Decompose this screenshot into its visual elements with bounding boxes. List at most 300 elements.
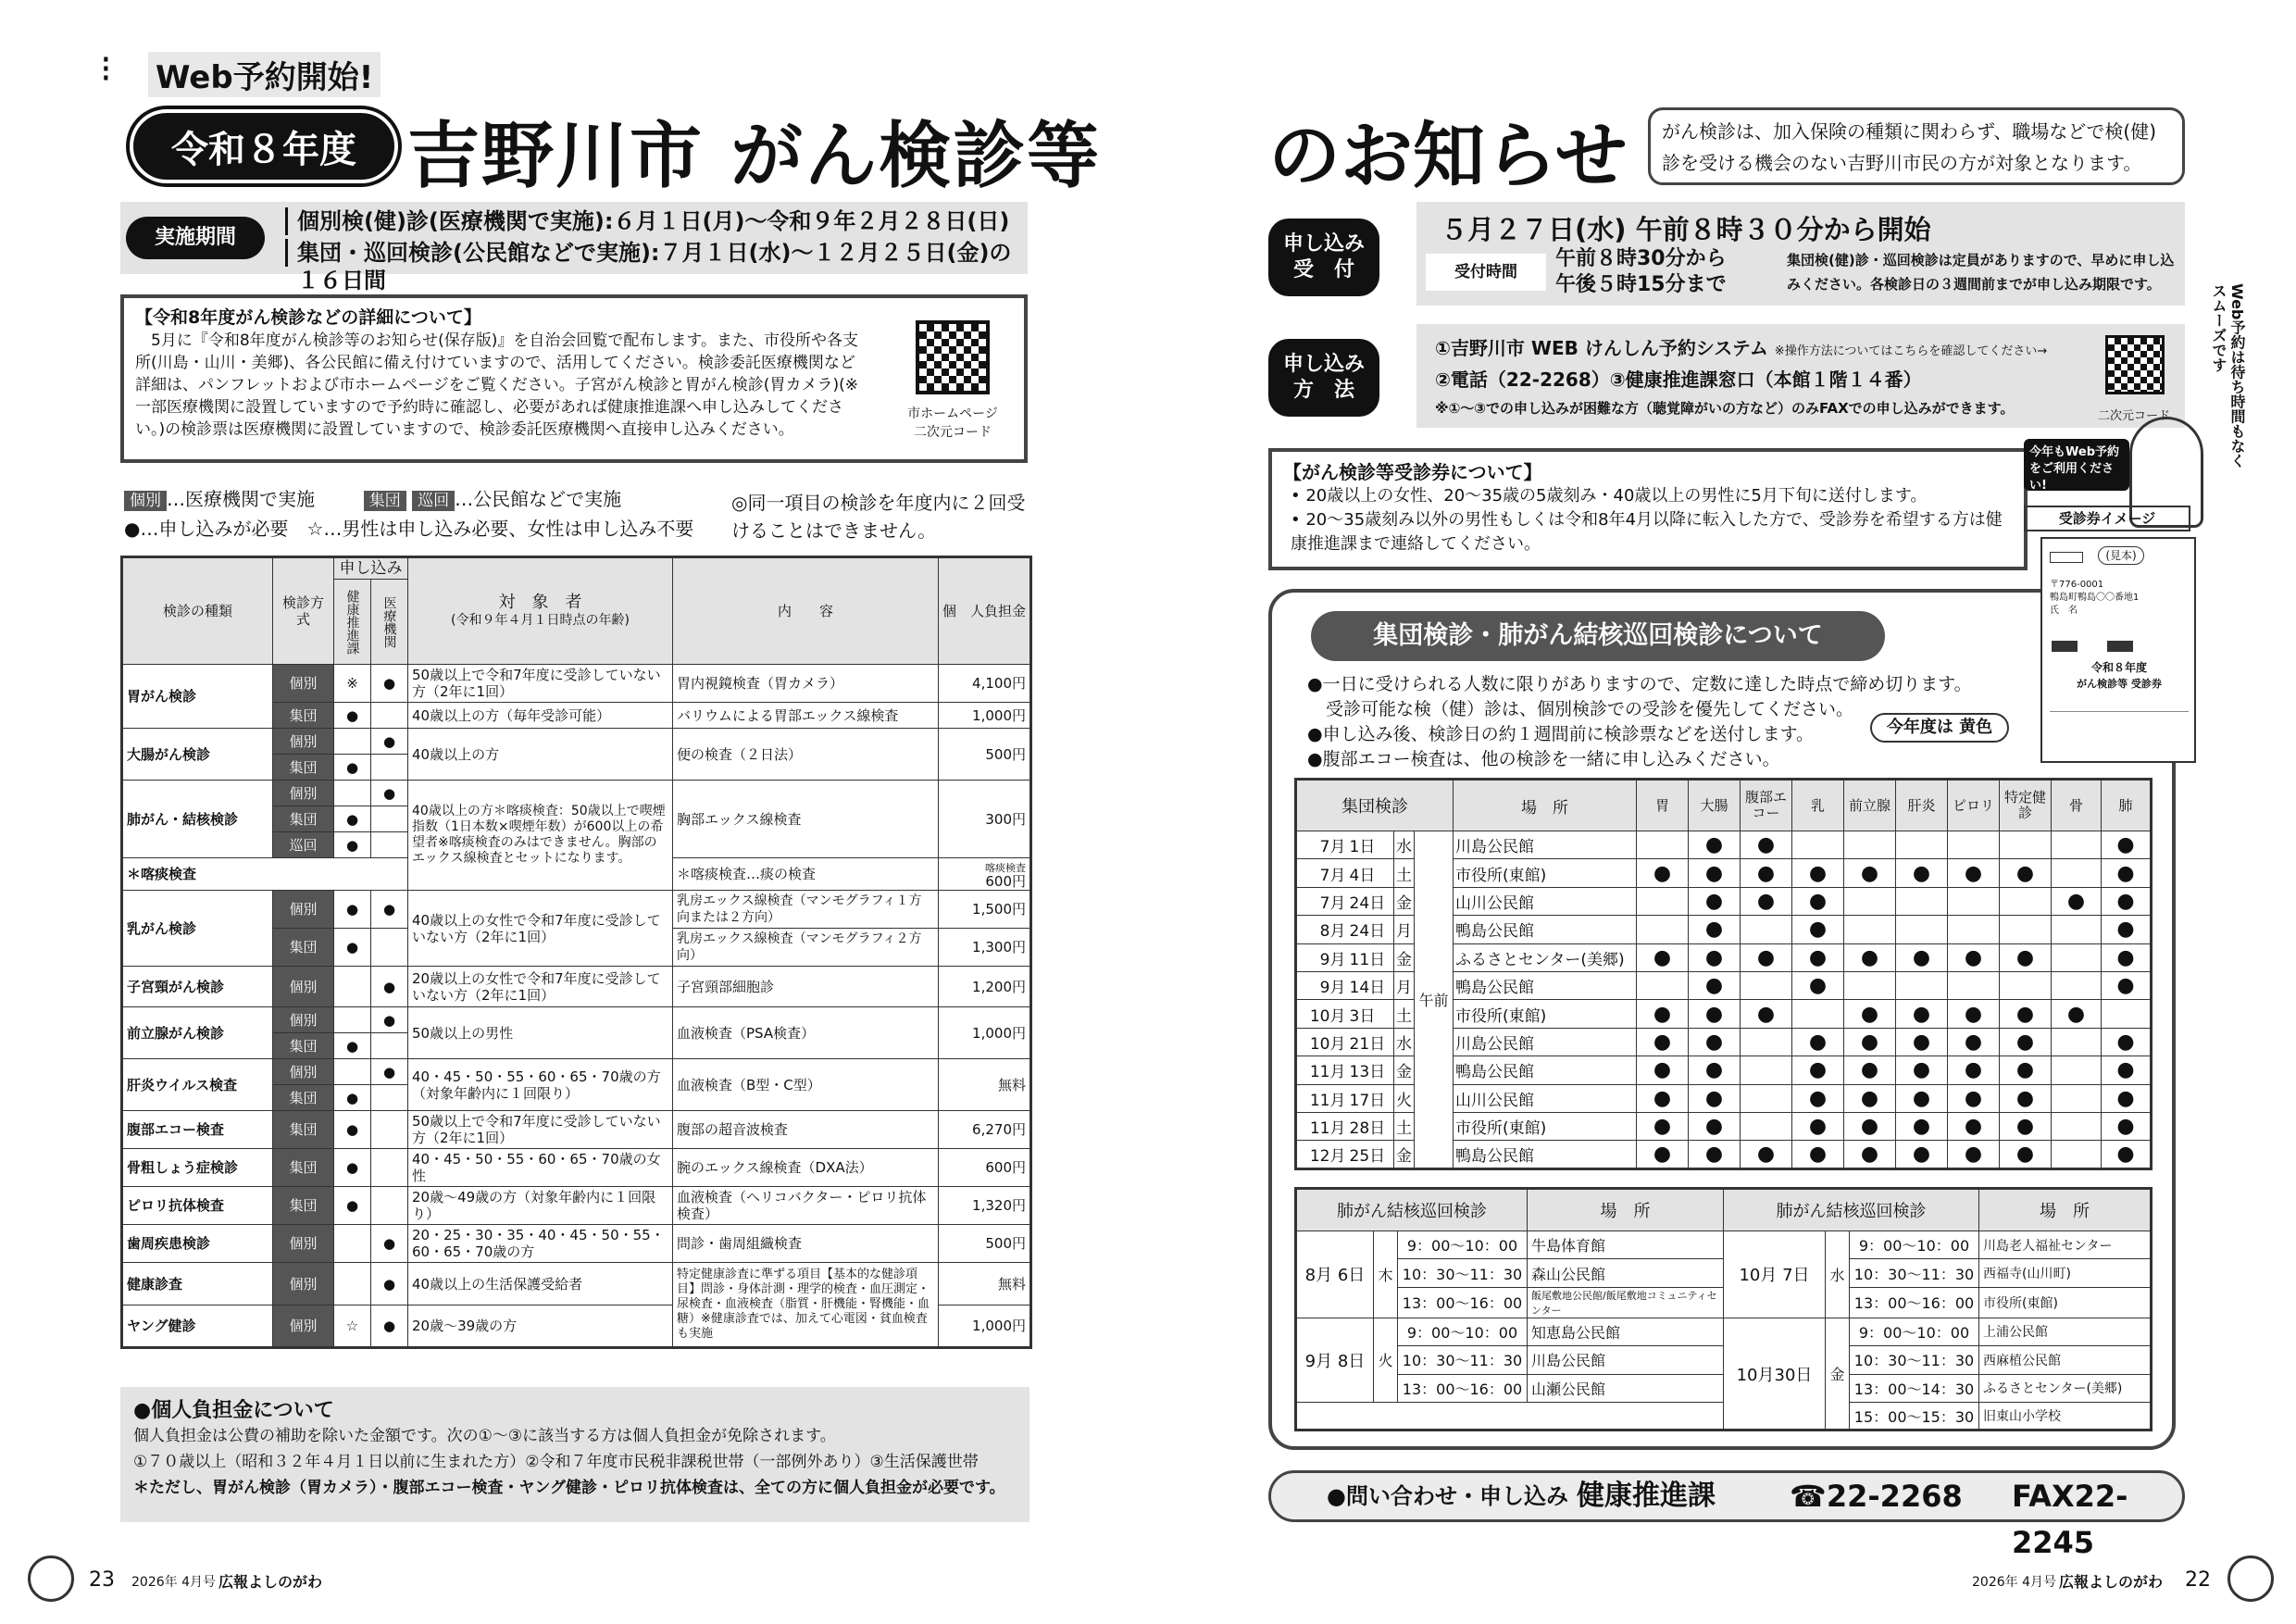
method-cell: 集団 (273, 929, 334, 967)
cost-cell: 1,000円 (939, 703, 1031, 729)
tour-time: 13：00～14：30 (1850, 1374, 1979, 1402)
content-cell: ＊喀痰検査…痰の検査 (673, 858, 939, 891)
voucher-line2-text: 20～35歳刻み以外の男性もしくは令和8年4月以降に転入した方で、受診券を希望する方は健康推進課まで連絡してください。 (1291, 510, 2003, 554)
apply-mark (334, 781, 371, 806)
sched-mark: ● (1637, 1084, 1689, 1112)
apply-mark (334, 1059, 371, 1085)
sched-mark (2052, 1028, 2102, 1056)
apply-mark: ● (371, 665, 408, 703)
tour-empty (1296, 1402, 1724, 1430)
apply-mark: ● (334, 1111, 371, 1149)
exam-sputum: ＊喀痰検査 (122, 858, 408, 891)
target-cell: 40・45・50・55・60・65・70歳の女性 (408, 1149, 673, 1187)
apply-mark (371, 1187, 408, 1225)
sched-mark: ● (1689, 887, 1741, 915)
h-content: 内 容 (673, 557, 939, 665)
sched-mark (2052, 1112, 2102, 1140)
sched-mark: ● (1637, 943, 1689, 971)
period-line2: 集団・巡回検診(公民館などで実施):７月１日(水)～１２月２５日(金)の１６日間 (285, 239, 1026, 267)
method-cell: 個別 (273, 967, 334, 1007)
exam-stomach: 胃がん検診 (122, 665, 273, 729)
sched-mark (1741, 916, 1792, 943)
sched-mark (2052, 831, 2102, 859)
sched-mark: ● (1948, 943, 2000, 971)
content-cell: 腕のエックス線検査（DXA法） (673, 1149, 939, 1187)
h-type: 検診の種類 (122, 557, 273, 665)
voucher-image-label: 受診券イメージ (2024, 506, 2190, 531)
cost-cell: 無料 (939, 1059, 1031, 1111)
exam-abdominal-echo: 腹部エコー検査 (122, 1111, 273, 1149)
burden-heading: ●個人負担金について (133, 1399, 334, 1422)
legend-junkai: 巡回 (412, 491, 455, 511)
tour-place: 旧東山小学校 (1979, 1402, 2152, 1430)
tour-place: 川島老人福祉センター (1979, 1231, 2152, 1259)
method-1-text: ①吉野川市 WEB けんしん予約システム (1435, 337, 1768, 359)
sched-mark (1637, 831, 1689, 859)
hours-1: 午前８時30分から (1555, 247, 1727, 270)
sched-mark: ● (1637, 1028, 1689, 1056)
target-cell: 40・45・50・55・60・65・70歳の方（対象年齢内に１回限り） (408, 1059, 673, 1111)
sched-mark: ● (1792, 916, 1844, 943)
period-line1: 個別検(健)診(医療機関で実施):６月１日(月)～令和９年２月２８日(日) (285, 207, 1026, 235)
sched-mark (1741, 1112, 1792, 1140)
sched-weekday: 火 (1394, 1084, 1415, 1112)
content-cell: 便の検査（２日法） (673, 729, 939, 781)
sched-month: 11月 (1296, 1056, 1348, 1084)
sched-mark: ● (2102, 831, 2152, 859)
tour-time: 9：00～10：00 (1850, 1231, 1979, 1259)
tour-row (1296, 1374, 2152, 1402)
sched-mark: ● (1741, 831, 1792, 859)
target-cell: 20歳～39歳の方 (408, 1305, 673, 1348)
tour-weekday: 金 (1826, 1318, 1850, 1430)
sched-header: 集団検診 (1296, 780, 1454, 831)
apply-mark: ● (334, 755, 371, 781)
tour-header-row (1296, 1189, 2152, 1231)
cost-cell: 600円 (939, 1149, 1031, 1187)
cost-cell: 300円 (939, 781, 1031, 858)
apply-mark: ● (334, 1187, 371, 1225)
method-3: ※①～③での申し込みが困難な方（聴覚障がいの方など）のみFAXでの申し込みができます。 (1435, 400, 2015, 417)
target-cell: 40歳以上の方＊喀痰検査：50歳以上で喫煙指数（1日本数×喫煙年数）が600以上の希望者※喀痰検査のみはできません。胸部のエックス線検査とセットになります。 (408, 781, 673, 891)
apply-mark: ● (334, 1033, 371, 1059)
sched-header: ピロリ (1948, 780, 2000, 831)
page-number: 22 (2185, 1568, 2211, 1592)
tour-date: 10月30日 (1724, 1318, 1826, 1430)
group-bullet-1b: 受診可能な検（健）診は、個別検診での受診を優先してください。 (1326, 699, 1854, 719)
sched-mark: ● (1741, 859, 1792, 887)
contact-bar (1268, 1470, 2185, 1560)
content-cell: 血液検査（PSA検査） (673, 1007, 939, 1059)
hours (1555, 246, 1727, 298)
content-cell: 乳房エックス線検査（マンモグラフィ２方向） (673, 929, 939, 967)
method-cell: 個別 (273, 665, 334, 703)
sched-header: 場 所 (1454, 780, 1637, 831)
sched-mark: ● (1948, 1000, 2000, 1028)
sched-header: 肺 (2102, 780, 2152, 831)
sample-ticket: がん検診等 受診券 (2077, 678, 2162, 690)
sched-day: 4日 (1348, 859, 1394, 887)
sched-mark: ● (1689, 1084, 1741, 1112)
sched-place: 市役所(東館) (1454, 1000, 1637, 1028)
sched-place: 市役所(東館) (1454, 859, 1637, 887)
sample-fine-print (2050, 711, 2189, 744)
apply-mark (371, 806, 408, 832)
sched-mark: ● (1637, 859, 1689, 887)
exam-young: ヤング健診 (122, 1305, 273, 1348)
tour-row (1296, 1231, 2152, 1259)
sched-mark: ● (1689, 1141, 1741, 1168)
method-cell: 集団 (273, 1187, 334, 1225)
sched-mark: ● (1741, 1141, 1792, 1168)
apply-mark: ● (371, 1007, 408, 1033)
apply-mark: ● (371, 967, 408, 1007)
target-cell: 50歳以上で令和7年度に受診していない方（2年に1回） (408, 665, 673, 703)
sched-mark: ● (1792, 1141, 1844, 1168)
qr-code-icon[interactable] (2105, 335, 2165, 394)
contact-fax[interactable]: FAX22-2245 (2012, 1479, 2128, 1560)
tour-time: 15：00～15：30 (1850, 1402, 1979, 1430)
sched-mark: ● (2102, 1056, 2152, 1084)
sched-day: 3日 (1348, 1000, 1394, 1028)
tour-place: 西麻植公民館 (1979, 1346, 2152, 1374)
method-1 (1435, 333, 2047, 360)
target-cell: 20歳～49歳の方（対象年齢内に１回限り） (408, 1187, 673, 1225)
tour-date: 8月 6日 (1296, 1231, 1374, 1318)
method-2: ②電話（22-2268）③健康推進課窓口（本館１階１４番） (1435, 369, 1922, 391)
apply-mark (334, 1263, 371, 1305)
apply-mark (334, 1225, 371, 1263)
tour-header: 場 所 (1979, 1189, 2152, 1231)
sched-mark (1637, 887, 1689, 915)
content-cell: 血液検査（B型・C型） (673, 1059, 939, 1111)
h-iryo: 医療機関 (371, 580, 408, 665)
apply-mark (334, 729, 371, 755)
exam-table (120, 556, 1032, 1349)
method-cell: 個別 (273, 1059, 334, 1085)
sched-mark (1844, 831, 1896, 859)
exam-periodontal: 歯周疾患検診 (122, 1225, 273, 1263)
apply-mark (371, 1085, 408, 1111)
sched-mark: ● (1844, 859, 1896, 887)
content-cell: 胃内視鏡検査（胃カメラ） (673, 665, 939, 703)
sched-mark (1896, 971, 1948, 999)
sched-day: 28日 (1348, 1112, 1394, 1140)
sched-mark: ● (2000, 1084, 2052, 1112)
sched-place: 川島公民館 (1454, 1028, 1637, 1056)
sched-mark (1896, 831, 1948, 859)
apply-mark: ● (371, 891, 408, 929)
sched-mark: ● (1792, 1056, 1844, 1084)
sched-mark (1844, 887, 1896, 915)
sched-mark: ● (1689, 1056, 1741, 1084)
sched-weekday: 金 (1394, 887, 1415, 915)
sched-mark: ● (1792, 1084, 1844, 1112)
cost-cell: 500円 (939, 729, 1031, 781)
sched-month: 7月 (1296, 887, 1348, 915)
target-cell: 20・25・30・35・40・45・50・55・60・65・70歳の方 (408, 1225, 673, 1263)
sched-mark (1637, 971, 1689, 999)
sched-weekday: 金 (1394, 1141, 1415, 1168)
sched-mark (1741, 971, 1792, 999)
content-cell: 血液検査（ヘリコバクター・ピロリ抗体検査） (673, 1187, 939, 1225)
apply-mark: ● (334, 703, 371, 729)
sparkle-icon: ⁝ (100, 48, 112, 91)
sched-header: 腹部エコー (1741, 780, 1792, 831)
h-kenko: 健康推進課 (334, 580, 371, 665)
sched-mark: ● (1844, 1112, 1896, 1140)
sched-mark: ● (1896, 943, 1948, 971)
sched-mark: ● (1844, 943, 1896, 971)
side-note: Web予約は待ち時間もなくスムーズです (2210, 283, 2246, 468)
target-cell: 40歳以上の方（毎年受診可能） (408, 703, 673, 729)
h-target-sub: (令和９年４月１日時点の年齢) (451, 612, 630, 628)
sched-weekday: 月 (1394, 916, 1415, 943)
sched-mark: ● (1896, 1000, 1948, 1028)
sched-mark: ● (1792, 971, 1844, 999)
sched-mark (2000, 831, 2052, 859)
voucher-line1: • 20歳以上の女性、20～35歳の5歳刻み・40歳以上の男性に5月下旬に送付します。 (1291, 486, 1928, 506)
sched-day: 21日 (1348, 1028, 1394, 1056)
sched-header: 大腸 (1689, 780, 1741, 831)
cost-sputum-label: 喀痰検査 (985, 862, 1026, 874)
sched-mark: ● (1637, 1056, 1689, 1084)
sched-mark: ● (1948, 1056, 2000, 1084)
target-cell: 50歳以上で令和7年度に受診していない方（2年に1回） (408, 1111, 673, 1149)
sched-weekday: 金 (1394, 1056, 1415, 1084)
mascot-note: 今年もWeb予約をご利用ください! (2024, 439, 2129, 491)
sched-month: 12月 (1296, 1141, 1348, 1168)
sched-mark: ● (2000, 1112, 2052, 1140)
method-cell: 集団 (273, 1085, 334, 1111)
content-cell: 腹部の超音波検査 (673, 1111, 939, 1149)
sched-mark (2052, 971, 2102, 999)
sched-weekday: 水 (1394, 1028, 1415, 1056)
voucher-box (1268, 448, 2028, 570)
hours-label: 受付時間 (1426, 254, 1546, 291)
sched-place: 鴨島公民館 (1454, 1056, 1637, 1084)
tour-row (1296, 1259, 2152, 1287)
sched-mark (2052, 1056, 2102, 1084)
tour-time: 9：00～10：00 (1398, 1231, 1528, 1259)
voucher-line1-text: 20歳以上の女性、20～35歳の5歳刻み・40歳以上の男性に5月下旬に送付します。 (1305, 486, 1928, 506)
sched-place: 山川公民館 (1454, 1084, 1637, 1112)
sched-mark: ● (1948, 1028, 2000, 1056)
content-cell: 乳房エックス線検査（マンモグラフィ１方向または２方向） (673, 891, 939, 929)
tour-row (1296, 1346, 2152, 1374)
sched-mark: ● (1844, 1056, 1896, 1084)
footer-issue: 2026年 4月号 (1972, 1575, 2056, 1590)
sched-mark: ● (1948, 1112, 2000, 1140)
qr-code-icon[interactable] (916, 320, 990, 394)
sched-mark: ● (1741, 1000, 1792, 1028)
tour-time: 9：00～10：00 (1398, 1318, 1528, 1345)
cost-cell: 600円 (985, 873, 1026, 890)
tour-time: 10：30～11：30 (1850, 1346, 1979, 1374)
tour-date: 9月 8日 (1296, 1318, 1374, 1402)
qr-caption-2: 二次元コード (914, 425, 992, 440)
legend-kobetsu: 個別 (124, 491, 167, 511)
sched-mark (1948, 831, 2000, 859)
exam-osteoporosis: 骨粗しょう症検診 (122, 1149, 273, 1187)
details-box (120, 294, 1028, 463)
target-cell: 40歳以上の生活保護受給者 (408, 1263, 673, 1305)
cost-cell: 4,100円 (939, 665, 1031, 703)
method-label-2: 方 法 (1292, 379, 1354, 402)
h-target: 対 象 者 (498, 592, 582, 612)
sched-mark: ● (1689, 1028, 1741, 1056)
cost-cell: 1,000円 (939, 1007, 1031, 1059)
footer-name: 広報よしのがわ (218, 1573, 323, 1591)
apply-mark: ● (334, 891, 371, 929)
exam-hepatitis: 肝炎ウイルス検査 (122, 1059, 273, 1111)
apply-mark: ● (371, 1059, 408, 1085)
apply-mark (371, 1111, 408, 1149)
sample-chip (2052, 641, 2078, 652)
contact-tel[interactable]: ☎22-2268 (1790, 1479, 1963, 1514)
reception-label (1268, 219, 1379, 296)
tour-time: 13：00～16：00 (1850, 1287, 1979, 1318)
schedule-row (1296, 831, 2152, 859)
sample-year: 令和８年度 (2090, 661, 2147, 674)
sched-mark: ● (1844, 1141, 1896, 1168)
page-number: 23 (89, 1568, 115, 1592)
method-cell: 集団 (273, 1149, 334, 1187)
sched-mark: ● (1637, 1000, 1689, 1028)
details-body: 5月に『令和8年度がん検診等のお知らせ(保存版)』を自治会回覧で配布します。また、市役所や各支所(川島・山川・美郷)、各公民館に備え付けていますので、活用してください。検診委託医療機関など詳細は、パンフレットおよび市ホームページをご覧ください。子宮がん検診と胃がん検診(胃カメラ)(※一部医療機関に設置していますので予約時に確認し、必要があれば健康推進課へ申し込みしてください。)の検診票は医療機関に設置していますので、検診委託医療機関へ直接申し込みください。 (135, 331, 859, 439)
tour-time: 10：30～11：30 (1850, 1259, 1979, 1287)
sched-place: ふるさとセンター(美郷) (1454, 943, 1637, 971)
apply-mark: ☆ (334, 1305, 371, 1348)
reception-label-2: 受 付 (1292, 258, 1354, 281)
apply-mark: ● (371, 1263, 408, 1305)
cost-cell: 6,270円 (939, 1111, 1031, 1149)
contact-label: ●問い合わせ・申し込み (1327, 1483, 1568, 1509)
method-cell: 個別 (273, 1305, 334, 1348)
method-cell: 集団 (273, 755, 334, 781)
cost-cell: 1,000円 (939, 1305, 1031, 1348)
tour-row (1296, 1402, 2152, 1430)
sched-mark: ● (2102, 1084, 2152, 1112)
sched-mark: ● (1896, 1028, 1948, 1056)
legend-line2: ●…申し込みが必要 ☆…男性は申し込み必要、女性は申し込み不要 (124, 518, 694, 540)
sched-mark: ● (1689, 1000, 1741, 1028)
schedule-table (1294, 778, 2152, 1170)
sched-mark: ● (1689, 859, 1741, 887)
method-cell: 個別 (273, 1225, 334, 1263)
sched-mark (2052, 1084, 2102, 1112)
method-label (1268, 339, 1379, 417)
apply-mark: ※ (334, 665, 371, 703)
sample-chip (2107, 641, 2133, 652)
content-cell: バリウムによる胃部エックス線検査 (673, 703, 939, 729)
sched-header: 肝炎 (1896, 780, 1948, 831)
sched-mark: ● (1896, 859, 1948, 887)
target-cell: 20歳以上の女性で令和7年度に受診していない方（2年に1回） (408, 967, 673, 1007)
sched-mark: ● (1689, 943, 1741, 971)
exam-cervical: 子宮頸がん検診 (122, 967, 273, 1007)
cost-cell: 500円 (939, 1225, 1031, 1263)
cost-cell: 1,200円 (939, 967, 1031, 1007)
method-cell: 個別 (273, 891, 334, 929)
method-cell: 巡回 (273, 832, 334, 858)
apply-mark: ● (334, 1085, 371, 1111)
method-cell: 集団 (273, 1033, 334, 1059)
sched-mark: ● (1792, 943, 1844, 971)
apply-mark (371, 832, 408, 858)
exam-colon: 大腸がん検診 (122, 729, 273, 781)
sched-mark: ● (2102, 1141, 2152, 1168)
tour-row (1296, 1318, 2152, 1345)
sched-mark: ● (1689, 1112, 1741, 1140)
sched-mark: ● (2000, 1056, 2052, 1084)
apply-mark: ● (334, 1149, 371, 1187)
burden-box (120, 1387, 1029, 1522)
method-1-note: ※操作方法についてはこちらを確認してください→ (1774, 344, 2048, 358)
method-label-1: 申し込み (1282, 353, 1365, 376)
sched-header: 乳 (1792, 780, 1844, 831)
sched-mark (2052, 859, 2102, 887)
tour-place: 知恵島公民館 (1528, 1318, 1724, 1345)
method-cell: 集団 (273, 703, 334, 729)
sched-mark: ● (1844, 1084, 1896, 1112)
sched-mark: ● (1792, 887, 1844, 915)
sched-mark (1741, 1084, 1792, 1112)
sched-mark (1896, 916, 1948, 943)
sched-header: 胃 (1637, 780, 1689, 831)
sched-mark: ● (1792, 1112, 1844, 1140)
tour-row (1296, 1287, 2152, 1318)
sched-mark: ● (1792, 1028, 1844, 1056)
sched-mark (2052, 916, 2102, 943)
voucher-line2: • 20～35歳刻み以外の男性もしくは令和8年4月以降に転入した方で、受診券を希望する方は健康推進課まで連絡してください。 (1291, 510, 2003, 554)
voucher-heading: 【がん検診等受診券について】 (1283, 461, 1542, 483)
tour-header: 肺がん結核巡回検診 (1724, 1189, 1979, 1231)
method-cell: 個別 (273, 1007, 334, 1033)
sched-month: 7月 (1296, 831, 1348, 859)
period-box (120, 202, 1028, 294)
group-bullet-2: ●申し込み後、検診日の約１週間前に検診票などを送付します。 (1307, 724, 1815, 744)
sched-month: 7月 (1296, 859, 1348, 887)
hours-2: 午後５時15分まで (1555, 273, 1727, 296)
apply-mark: ● (371, 781, 408, 806)
intro-box: がん検診は、加入保険の種類に関わらず、職場などで検(健)診を受ける機会のない吉野川市民の方が対象となります。 (1648, 107, 2185, 185)
sched-mark (2000, 887, 2052, 915)
sched-mark: ● (1948, 1141, 2000, 1168)
tour-place: 市役所(東館) (1979, 1287, 2152, 1318)
legend (124, 485, 693, 543)
sched-month: 9月 (1296, 971, 1348, 999)
group-bullet-1: ●一日に受けられる人数に限りがありますので、定数に達した時点で締め切ります。 (1307, 674, 1972, 694)
web-badge: Web予約開始! (148, 52, 381, 97)
period-label: 実施期間 (126, 217, 265, 259)
sched-mark (2102, 1000, 2152, 1028)
mascot-icon (28, 1555, 74, 1602)
tour-place: 飯尾敷地公民館/飯尾敷地コミュニティセンター (1528, 1287, 1724, 1318)
sched-mark (2000, 971, 2052, 999)
tour-place: ふるさとセンター(美郷) (1979, 1374, 2152, 1402)
sched-weekday: 金 (1394, 943, 1415, 971)
sched-mark (1844, 971, 1896, 999)
method-cell: 集団 (273, 1111, 334, 1149)
sched-day: 24日 (1348, 887, 1394, 915)
sched-mark: ● (1948, 1084, 2000, 1112)
apply-mark (371, 755, 408, 781)
contact-dept[interactable]: 健康推進課 (1577, 1480, 1716, 1512)
sched-mark (1948, 971, 2000, 999)
sched-mark: ● (1792, 859, 1844, 887)
content-cell: 問診・歯周組織検査 (673, 1225, 939, 1263)
